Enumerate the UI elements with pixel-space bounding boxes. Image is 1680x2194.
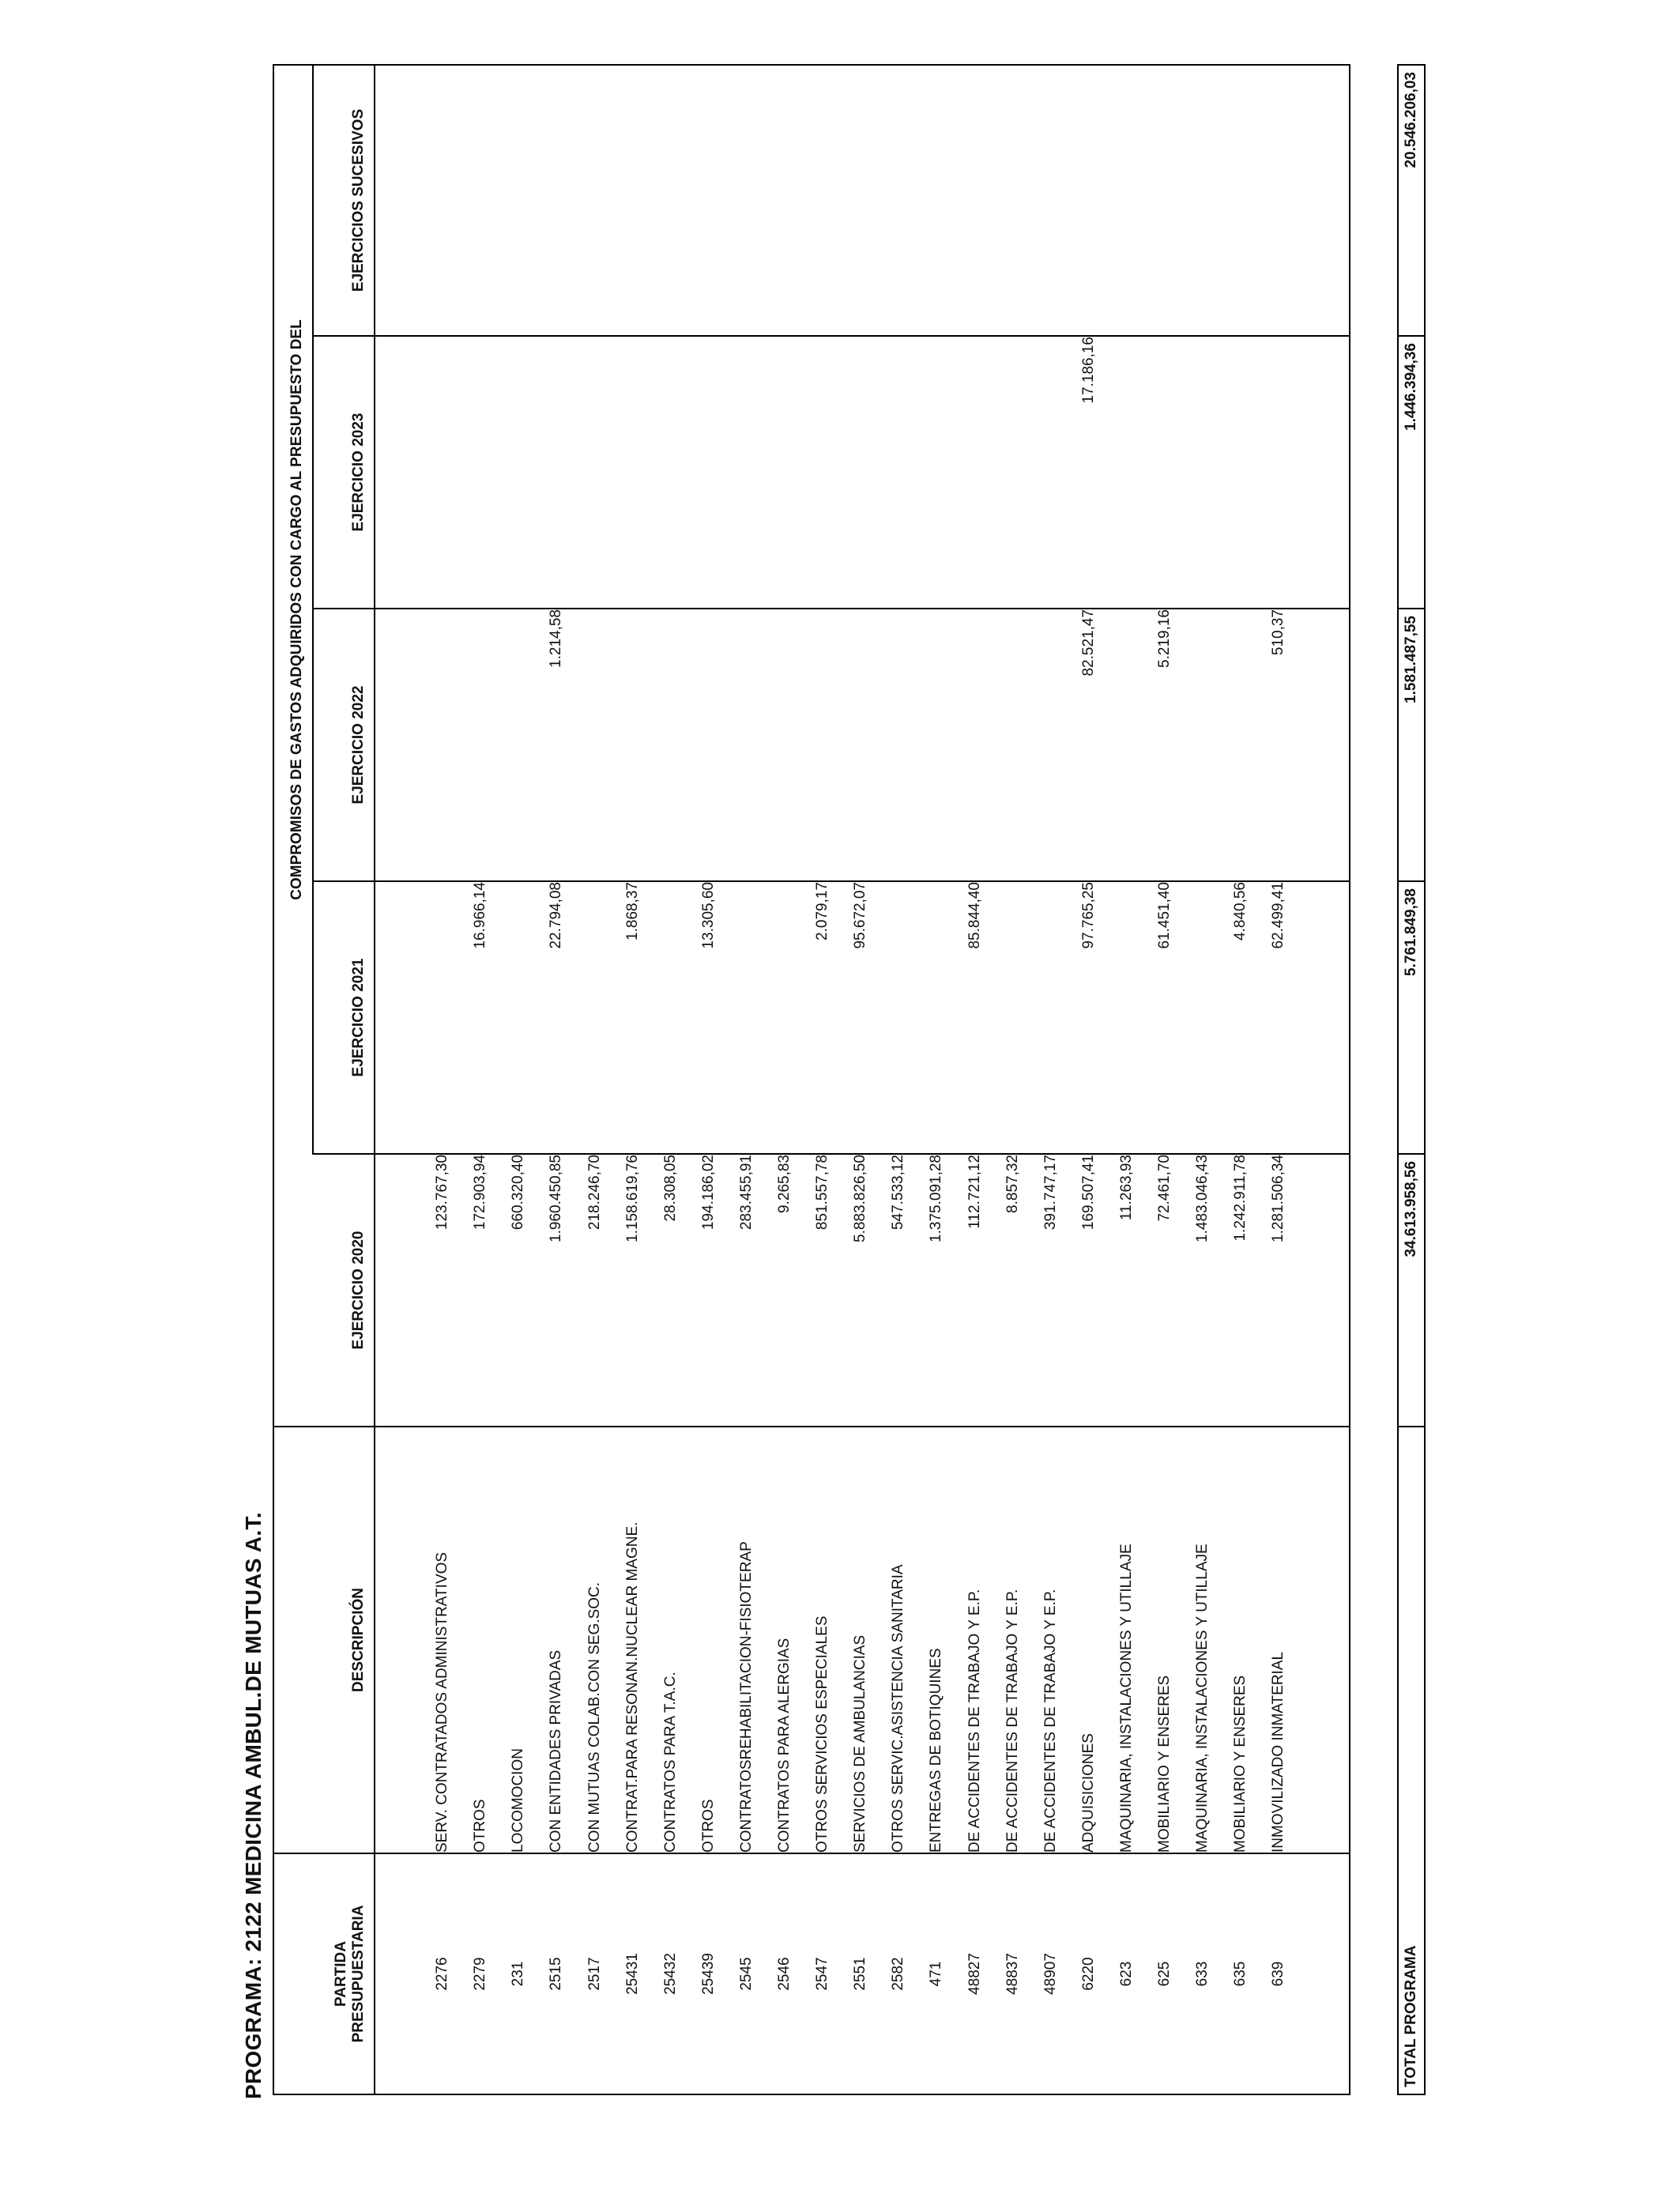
partida-code: 633 [1173,1853,1211,2094]
table-row [945,65,983,2094]
table-row [1287,65,1325,2094]
column-group-header: COMPROMISOS DE GASTOS ADQUIRIDOS CON CARGO AL PRESUPUESTO DEL [273,65,313,1154]
table-row [793,65,831,2094]
partida-code: 2517 [565,1853,603,2094]
value-2023 [793,336,831,609]
value-2023 [1249,336,1287,609]
value-sucesivos [1022,65,1060,336]
value-2022 [680,609,718,881]
value-2022 [755,609,793,881]
value-2022 [413,609,451,881]
column-header-descripcion: DESCRIPCIÓN [313,1427,375,1853]
value-2022 [565,609,603,881]
column-header-2022: EJERCICIO 2022 [313,609,375,881]
row-description: MOBILIARIO Y ENSERES [1211,1427,1249,1853]
table-row [1022,65,1060,2094]
value-2020: 72.461,70 [1136,1154,1173,1427]
table-row [680,65,718,2094]
value-2021: 1.868,37 [604,881,642,1154]
value-sucesivos [869,65,907,336]
table-row [604,65,642,2094]
row-description: DE ACCIDENTES DE TRABAJO Y E.P. [945,1427,983,1853]
value-2020: 1.281.506,34 [1249,1154,1287,1427]
value-2020: 28.308,05 [642,1154,680,1427]
value-2022 [489,609,527,881]
value-2022 [604,609,642,881]
row-description: ENTREGAS DE BOTIQUINES [907,1427,945,1853]
value-2021 [907,881,945,1154]
value-2023 [680,336,718,609]
value-2022 [984,609,1022,881]
value-2023 [831,336,869,609]
value-2020: 1.158.619,76 [604,1154,642,1427]
total-2022: 1.581.487,55 [1398,609,1425,881]
value-sucesivos [565,65,603,336]
partida-code: 48827 [945,1853,983,2094]
value-2021: 4.840,56 [1211,881,1249,1154]
row-description: CONTRATOS PARA T.A.C. [642,1427,680,1853]
row-description: LOCOMOCION [489,1427,527,1853]
value-2020: 169.507,41 [1060,1154,1098,1427]
value-sucesivos [907,65,945,336]
value-2023 [984,336,1022,609]
table-row [1136,65,1173,2094]
value-2022 [869,609,907,881]
value-2021 [1173,881,1211,1154]
value-sucesivos [1098,65,1136,336]
total-2021: 5.761.849,38 [1398,881,1425,1154]
column-header-2023: EJERCICIO 2023 [313,336,375,609]
table-row [907,65,945,2094]
value-2023 [1287,336,1325,609]
value-sucesivos [413,65,451,336]
column-header-partida-line2: PRESUPUESTARIA [350,1905,367,2043]
row-description: SERVICIOS DE AMBULANCIAS [831,1427,869,1853]
row-description [1287,1427,1325,1853]
partida-code: 2547 [793,1853,831,2094]
table-row [1249,65,1287,2094]
partida-code: 48837 [984,1853,1022,2094]
column-header-partida [313,1853,375,2094]
value-2020: 11.263,93 [1098,1154,1136,1427]
partida-code: 625 [1136,1853,1173,2094]
value-2023 [755,336,793,609]
table-row [984,65,1022,2094]
partida-code: 25431 [604,1853,642,2094]
value-sucesivos [1136,65,1173,336]
row-description: SERV. CONTRATADOS ADMINISTRATIVOS [413,1427,451,1853]
value-2022: 5.219,16 [1136,609,1173,881]
row-description: OTROS [680,1427,718,1853]
value-2023 [604,336,642,609]
total-sucesivos: 20.546.206,03 [1398,65,1425,336]
row-description: MOBILIARIO Y ENSERES [1136,1427,1173,1853]
value-2021: 16.966,14 [451,881,489,1154]
value-2020: 9.265,83 [755,1154,793,1427]
value-sucesivos [451,65,489,336]
value-2023 [1211,336,1249,609]
value-2022: 510,37 [1249,609,1287,881]
spacer-row [375,65,413,2094]
value-2022 [1287,609,1325,881]
table-bottom-row [1325,65,1350,2094]
value-sucesivos [489,65,527,336]
partida-code: 6220 [1060,1853,1098,2094]
partida-code [1287,1853,1325,2094]
table-row [1098,65,1136,2094]
partida-code: 25439 [680,1853,718,2094]
total-table [1397,64,1426,2095]
value-2022 [793,609,831,881]
row-description: CONTRAT.PARA RESONAN.NUCLEAR MAGNE. [604,1427,642,1853]
column-header-2020: EJERCICIO 2020 [313,1154,375,1427]
value-2021 [489,881,527,1154]
value-2020: 851.557,78 [793,1154,831,1427]
value-sucesivos [1287,65,1325,336]
value-2021 [718,881,755,1154]
row-description: DE ACCIDENTES DE TRABAJO Y E.P. [1022,1427,1060,1853]
value-sucesivos [527,65,565,336]
partida-code: 2515 [527,1853,565,2094]
row-description: OTROS SERVIC.ASISTENCIA SANITARIA [869,1427,907,1853]
table-row [565,65,603,2094]
value-2020: 1.242.911,78 [1211,1154,1249,1427]
partida-code: 25432 [642,1853,680,2094]
commitments-table [273,64,1350,2095]
row-description: INMOVILIZADO INMATERIAL [1249,1427,1287,1853]
partida-code: 623 [1098,1853,1136,2094]
value-sucesivos [604,65,642,336]
value-2020 [1287,1154,1325,1427]
value-2020: 112.721,12 [945,1154,983,1427]
table-row [489,65,527,2094]
partida-code: 2545 [718,1853,755,2094]
table-row [451,65,489,2094]
partida-code: 635 [1211,1853,1249,2094]
value-sucesivos [984,65,1022,336]
row-description: OTROS [451,1427,489,1853]
partida-code: 2546 [755,1853,793,2094]
row-description: OTROS SERVICIOS ESPECIALES [793,1427,831,1853]
table-row [642,65,680,2094]
value-2023 [413,336,451,609]
value-2020: 547.533,12 [869,1154,907,1427]
value-2020: 172.903,94 [451,1154,489,1427]
value-sucesivos [1060,65,1098,336]
table-row [718,65,755,2094]
column-header-sucesivos: EJERCICIOS SUCESIVOS [313,65,375,336]
value-2023 [489,336,527,609]
value-2021 [565,881,603,1154]
row-description: DE ACCIDENTES DE TRABAJO Y E.P. [984,1427,1022,1853]
table-row [527,65,565,2094]
value-2022 [1022,609,1060,881]
value-2022 [945,609,983,881]
value-2021: 97.765,25 [1060,881,1098,1154]
row-description: CONTRATOS PARA ALERGIAS [755,1427,793,1853]
total-2023: 1.446.394,36 [1398,336,1425,609]
value-2022 [642,609,680,881]
value-2023 [1098,336,1136,609]
value-2020: 391.747,17 [1022,1154,1060,1427]
row-description: ADQUISICIONES [1060,1427,1098,1853]
table-row [831,65,869,2094]
page-title: PROGRAMA: 2122 MEDICINA AMBUL.DE MUTUAS A.T. [241,1512,266,2099]
table-row [869,65,907,2094]
value-2020: 283.455,91 [718,1154,755,1427]
value-2021 [1287,881,1325,1154]
value-2021: 22.794,08 [527,881,565,1154]
value-2020: 8.857,32 [984,1154,1022,1427]
value-2021 [755,881,793,1154]
value-2023: 17.186,16 [1060,336,1098,609]
total-row [1398,65,1425,2094]
value-2023 [565,336,603,609]
value-2023 [945,336,983,609]
row-description: CON ENTIDADES PRIVADAS [527,1427,565,1853]
value-sucesivos [793,65,831,336]
value-2023 [1173,336,1211,609]
partida-code: 2551 [831,1853,869,2094]
value-sucesivos [831,65,869,336]
value-2020: 123.767,30 [413,1154,451,1427]
value-sucesivos [1173,65,1211,336]
column-header-2021: EJERCICIO 2021 [313,881,375,1154]
value-2021 [642,881,680,1154]
value-2021: 95.672,07 [831,881,869,1154]
value-2022 [1173,609,1211,881]
table-row [1173,65,1211,2094]
partida-code: 639 [1249,1853,1287,2094]
total-label: TOTAL PROGRAMA [1398,1427,1425,2094]
partida-code: 48907 [1022,1853,1060,2094]
table-row [1211,65,1249,2094]
row-description: MAQUINARIA, INSTALACIONES Y UTILLAJE [1173,1427,1211,1853]
table-row [413,65,451,2094]
row-description: MAQUINARIA, INSTALACIONES Y UTILLAJE [1098,1427,1136,1853]
value-2023 [642,336,680,609]
value-2020: 1.375.091,28 [907,1154,945,1427]
value-2023 [1022,336,1060,609]
value-2022: 82.521,47 [1060,609,1098,881]
value-sucesivos [945,65,983,336]
value-2023 [718,336,755,609]
value-2020: 660.320,40 [489,1154,527,1427]
value-2023 [907,336,945,609]
value-2020: 194.186,02 [680,1154,718,1427]
value-2020: 5.883.826,50 [831,1154,869,1427]
value-sucesivos [1211,65,1249,336]
value-2020: 218.246,70 [565,1154,603,1427]
header-blank-2020 [273,1154,313,1427]
value-2023 [1136,336,1173,609]
value-2021 [869,881,907,1154]
value-2021: 62.499,41 [1249,881,1287,1154]
value-2021 [1098,881,1136,1154]
partida-code: 2276 [413,1853,451,2094]
value-2021 [984,881,1022,1154]
partida-code: 2279 [451,1853,489,2094]
value-sucesivos [1249,65,1287,336]
value-2022 [1098,609,1136,881]
table-row [755,65,793,2094]
value-2021: 61.451,40 [1136,881,1173,1154]
value-2022 [1211,609,1249,881]
partida-code: 231 [489,1853,527,2094]
value-2021 [413,881,451,1154]
value-2021: 85.844,40 [945,881,983,1154]
partida-code: 2582 [869,1853,907,2094]
row-description: CONTRATOSREHABILITACION-FISIOTERAP [718,1427,755,1853]
value-2022 [907,609,945,881]
value-2020: 1.483.046,43 [1173,1154,1211,1427]
header-blank-mid [273,1427,313,1853]
value-2023 [451,336,489,609]
value-2023 [527,336,565,609]
value-sucesivos [642,65,680,336]
row-description: CON MUTUAS COLAB.CON SEG.SOC. [565,1427,603,1853]
value-2022 [831,609,869,881]
value-sucesivos [718,65,755,336]
header-blank-left [273,1853,313,2094]
table-row [1060,65,1098,2094]
column-header-partida-line1: PARTIDA [333,1940,349,2007]
value-sucesivos [680,65,718,336]
value-2022 [451,609,489,881]
value-2021: 2.079,17 [793,881,831,1154]
value-2023 [869,336,907,609]
partida-code: 471 [907,1853,945,2094]
value-2020: 1.960.450,85 [527,1154,565,1427]
value-sucesivos [755,65,793,336]
value-2022: 1.214,58 [527,609,565,881]
value-2021 [1022,881,1060,1154]
value-2022 [718,609,755,881]
total-2020: 34.613.958,56 [1398,1154,1425,1427]
value-2021: 13.305,60 [680,881,718,1154]
